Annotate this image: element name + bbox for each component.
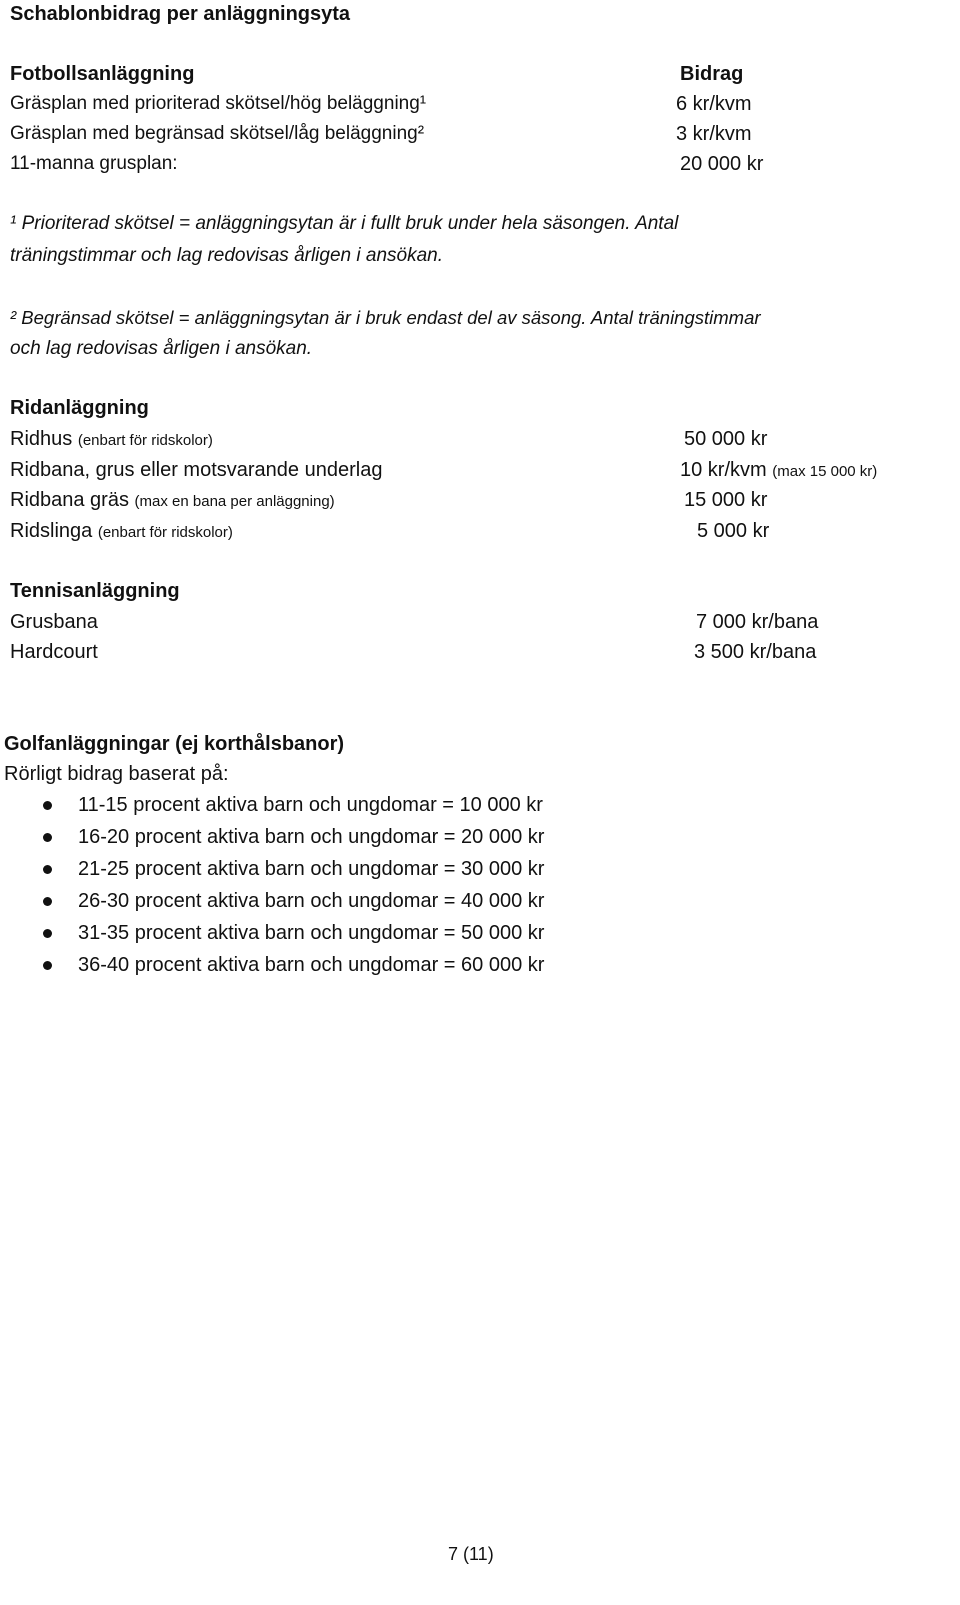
golf-heading: Golfanläggningar (ej korthålsbanor) bbox=[4, 733, 345, 755]
riding-row-label: Ridbana, grus eller motsvarande underlag bbox=[10, 459, 383, 481]
riding-row bbox=[10, 458, 382, 482]
riding-row bbox=[10, 519, 233, 545]
football-row-amount: 6 kr/kvm bbox=[676, 93, 752, 115]
bullet-icon bbox=[43, 833, 52, 842]
amount-heading: Bidrag bbox=[680, 63, 744, 85]
bullet-icon bbox=[43, 865, 52, 874]
football-row-label: 11-manna grusplan: bbox=[10, 153, 178, 174]
riding-row-note: (max en bana per anläggning) bbox=[134, 493, 335, 510]
footnote-2-line-1: ² Begränsad skötsel = anläggningsytan är i bruk endast del av säsong. Antal träningstimmar bbox=[10, 307, 761, 328]
riding-row-amount-group bbox=[680, 458, 877, 484]
golf-list-item: 31-35 procent aktiva barn och ungdomar = 50 000 kr bbox=[78, 922, 545, 944]
footnote-2-line-2: och lag redovisas årligen i ansökan. bbox=[10, 338, 313, 359]
football-row-amount: 20 000 kr bbox=[680, 153, 764, 175]
bullet-icon bbox=[43, 929, 52, 938]
riding-row bbox=[10, 488, 335, 514]
riding-row-amount: 10 kr/kvm bbox=[680, 459, 767, 481]
footnote-1-line-1: ¹ Prioriterad skötsel = anläggningsytan är i fullt bruk under hela säsongen. Antal bbox=[10, 213, 679, 234]
golf-list-item: 26-30 procent aktiva barn och ungdomar = 40 000 kr bbox=[78, 890, 545, 912]
tennis-row-label: Hardcourt bbox=[10, 641, 98, 663]
riding-row-amount-note: (max 15 000 kr) bbox=[772, 463, 878, 480]
riding-row-amount: 5 000 kr bbox=[697, 520, 770, 542]
bullet-icon bbox=[43, 897, 52, 906]
bullet-icon bbox=[43, 961, 52, 970]
football-row-label: Gräsplan med prioriterad skötsel/hög beläggning¹ bbox=[10, 93, 427, 114]
footnote-1-line-2: träningstimmar och lag redovisas årligen i ansökan. bbox=[10, 245, 443, 266]
riding-row-label: Ridslinga bbox=[10, 520, 93, 542]
tennis-row-amount: 7 000 kr/bana bbox=[696, 611, 819, 633]
riding-row-label: Ridbana gräs bbox=[10, 489, 129, 511]
tennis-row-amount: 3 500 kr/bana bbox=[694, 641, 817, 663]
golf-list-item: 16-20 procent aktiva barn och ungdomar = 20 000 kr bbox=[78, 826, 545, 848]
riding-row-amount: 15 000 kr bbox=[684, 489, 768, 511]
riding-row-label: Ridhus bbox=[10, 428, 73, 450]
golf-list-item: 21-25 procent aktiva barn och ungdomar = 30 000 kr bbox=[78, 858, 545, 880]
golf-list-item: 11-15 procent aktiva barn och ungdomar = 10 000 kr bbox=[78, 794, 543, 816]
riding-row-note: (enbart för ridskolor) bbox=[97, 524, 233, 541]
page-number: 7 (11) bbox=[448, 1544, 494, 1564]
riding-row-amount: 50 000 kr bbox=[684, 428, 768, 450]
riding-heading: Ridanläggning bbox=[10, 397, 149, 419]
tennis-heading: Tennisanläggning bbox=[10, 580, 180, 602]
riding-row bbox=[10, 427, 213, 453]
tennis-row-label: Grusbana bbox=[10, 611, 98, 633]
football-row-amount: 3 kr/kvm bbox=[676, 123, 752, 145]
football-heading: Fotbollsanläggning bbox=[10, 63, 195, 85]
bullet-icon bbox=[43, 801, 52, 810]
football-row-label: Gräsplan med begränsad skötsel/låg beläggning² bbox=[10, 123, 425, 144]
golf-intro: Rörligt bidrag baserat på: bbox=[4, 763, 229, 785]
riding-row-note: (enbart för ridskolor) bbox=[77, 432, 213, 449]
golf-list-item: 36-40 procent aktiva barn och ungdomar = 60 000 kr bbox=[78, 954, 545, 976]
page-title: Schablonbidrag per anläggningsyta bbox=[10, 3, 351, 25]
